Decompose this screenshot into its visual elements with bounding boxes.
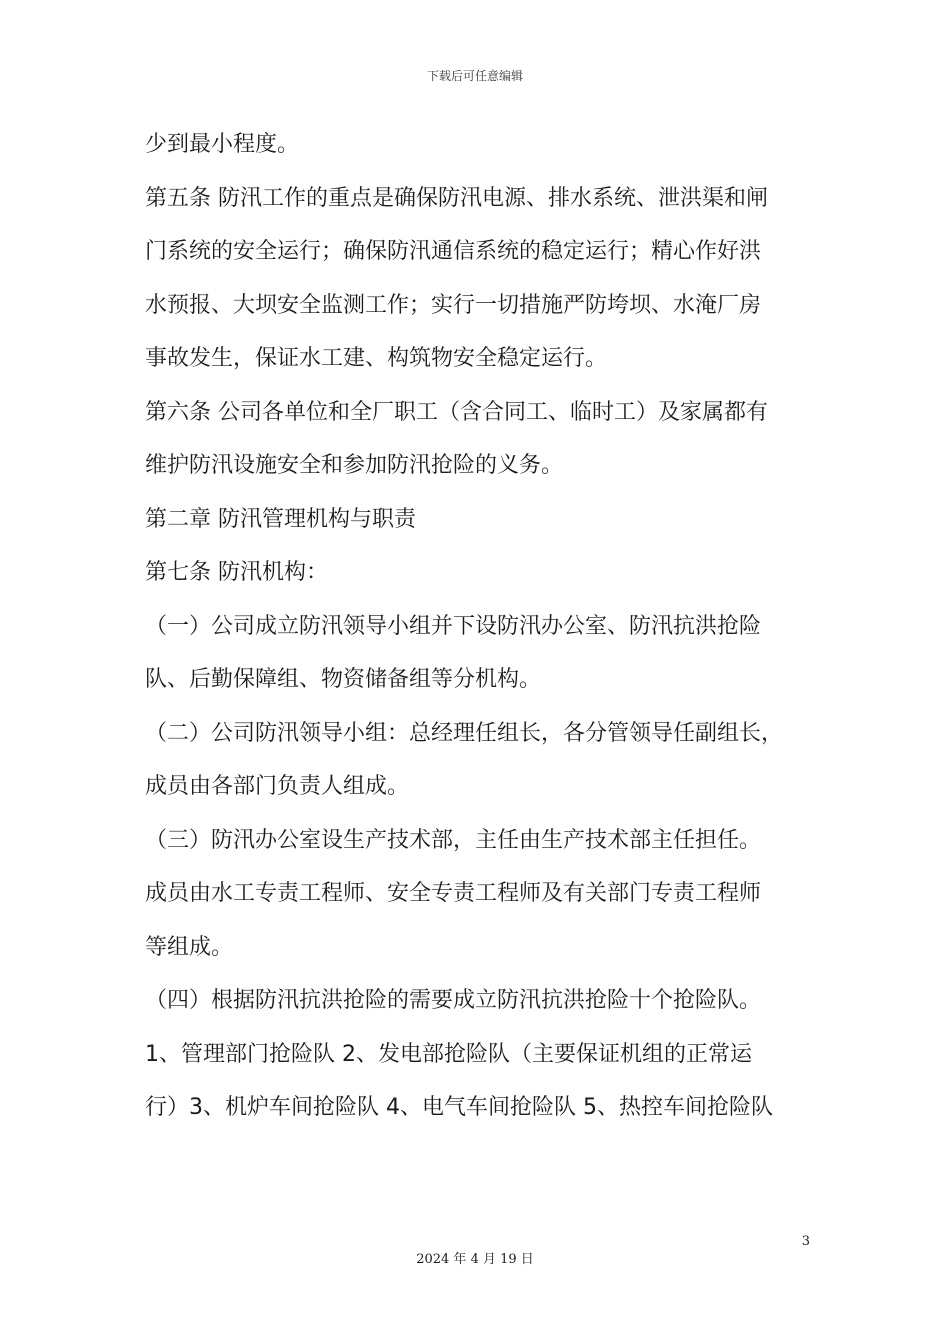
- text-line: 成员由各部门负责人组成。: [145, 774, 410, 799]
- body-text: [145, 118, 815, 1135]
- text-line: 1、管理部门抢险队 2、发电部抢险队（主要保证机组的正常运: [145, 1041, 752, 1067]
- text-line: 少到最小程度。: [145, 132, 300, 157]
- text-line: 等组成。: [145, 934, 234, 960]
- text-line: 队、后勤保障组、物资储备组等分机构。: [145, 667, 542, 692]
- text-line: （一）公司成立防汛领导小组并下设防汛办公室、防汛抗洪抢险: [145, 613, 762, 639]
- text-line: 第七条 防汛机构：: [145, 560, 328, 585]
- header-note: 下载后可任意编辑: [426, 69, 523, 83]
- text-line: 行）3、机炉车间抢险队 4、电气车间抢险队 5、热控车间抢险队: [145, 1095, 773, 1120]
- text-line: （三）防汛办公室设生产技术部，主任由生产技术部主任担任。: [145, 827, 762, 853]
- page-number: 3: [801, 1234, 810, 1249]
- text-line: 第六条 公司各单位和全厂职工（含合同工、临时工）及家属都有: [145, 399, 768, 425]
- text-line: 成员由水工专责工程师、安全专责工程师及有关部门专责工程师: [145, 881, 762, 906]
- text-line: （四）根据防汛抗洪抢险的需要成立防汛抗洪抢险十个抢险队。: [145, 988, 762, 1013]
- chapter-heading: 第二章 防汛管理机构与职责: [145, 506, 416, 532]
- text-line: （二）公司防汛领导小组：总经理任组长，各分管领导任副组长，: [145, 720, 784, 746]
- text-line: 门系统的安全运行；确保防汛通信系统的稳定运行；精心作好洪: [145, 239, 762, 264]
- text-line: 事故发生，保证水工建、构筑物安全稳定运行。: [145, 346, 608, 371]
- text-line: 维护防汛设施安全和参加防汛抢险的义务。: [145, 453, 564, 478]
- footer-date: 2024 年 4 月 19 日: [416, 1252, 534, 1267]
- text-line: 水预报、大坝安全监测工作；实行一切措施严防垮坝、水淹厂房: [145, 292, 762, 318]
- text-line: 第五条 防汛工作的重点是确保防汛电源、排水系统、泄洪渠和闸: [145, 185, 768, 211]
